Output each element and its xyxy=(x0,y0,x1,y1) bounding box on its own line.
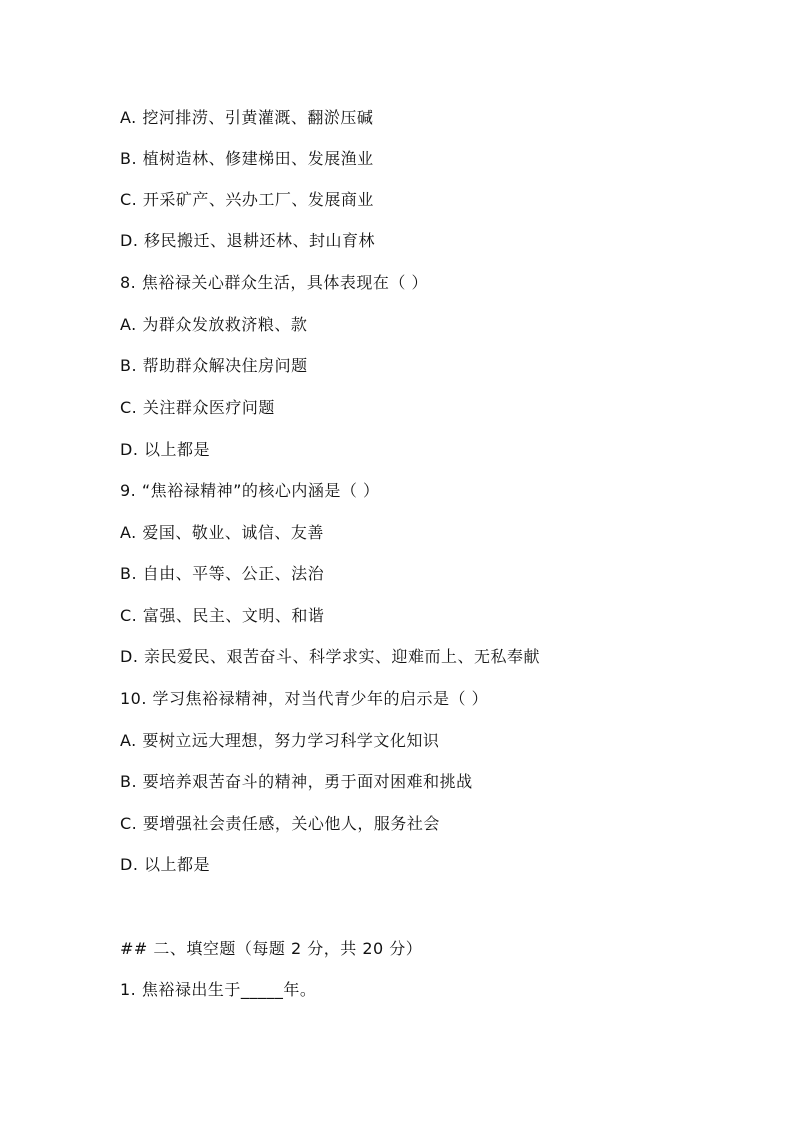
q10-option-b: B. 要培养艰苦奋斗的精神，勇于面对困难和挑战 xyxy=(120,772,473,791)
q7-option-c: C. 开采矿产、兴办工厂、发展商业 xyxy=(120,190,374,209)
fill-in-question-1: 1. 焦裕禄出生于_____年。 xyxy=(120,980,317,999)
q7-option-d: D. 移民搬迁、退耕还林、封山育林 xyxy=(120,231,375,250)
q7-option-a: A. 挖河排涝、引黄灌溉、翻淤压碱 xyxy=(120,108,374,127)
q8-option-d: D. 以上都是 xyxy=(120,440,210,459)
q9-option-a: A. 爱国、敬业、诚信、友善 xyxy=(120,523,324,542)
q9-option-c: C. 富强、民主、文明、和谐 xyxy=(120,606,325,625)
q9-option-b: B. 自由、平等、公正、法治 xyxy=(120,564,325,583)
q9-option-d: D. 亲民爱民、艰苦奋斗、科学求实、迎难而上、无私奉献 xyxy=(120,647,540,666)
q8-option-c: C. 关注群众医疗问题 xyxy=(120,398,275,417)
question-9: 9. “焦裕禄精神”的核心内涵是（ ） xyxy=(120,481,380,500)
q8-option-a: A. 为群众发放救济粮、款 xyxy=(120,315,308,334)
question-8: 8. 焦裕禄关心群众生活，具体表现在（ ） xyxy=(120,273,428,292)
q7-option-b: B. 植树造林、修建梯田、发展渔业 xyxy=(120,149,374,168)
q10-option-d: D. 以上都是 xyxy=(120,855,210,874)
q10-option-c: C. 要增强社会责任感，关心他人，服务社会 xyxy=(120,814,440,833)
q8-option-b: B. 帮助群众解决住房问题 xyxy=(120,356,308,375)
q10-option-a: A. 要树立远大理想，努力学习科学文化知识 xyxy=(120,731,440,750)
section-heading-fill-in: ## 二、填空题（每题 2 分，共 20 分） xyxy=(120,939,423,958)
question-10: 10. 学习焦裕禄精神，对当代青少年的启示是（ ） xyxy=(120,689,489,708)
